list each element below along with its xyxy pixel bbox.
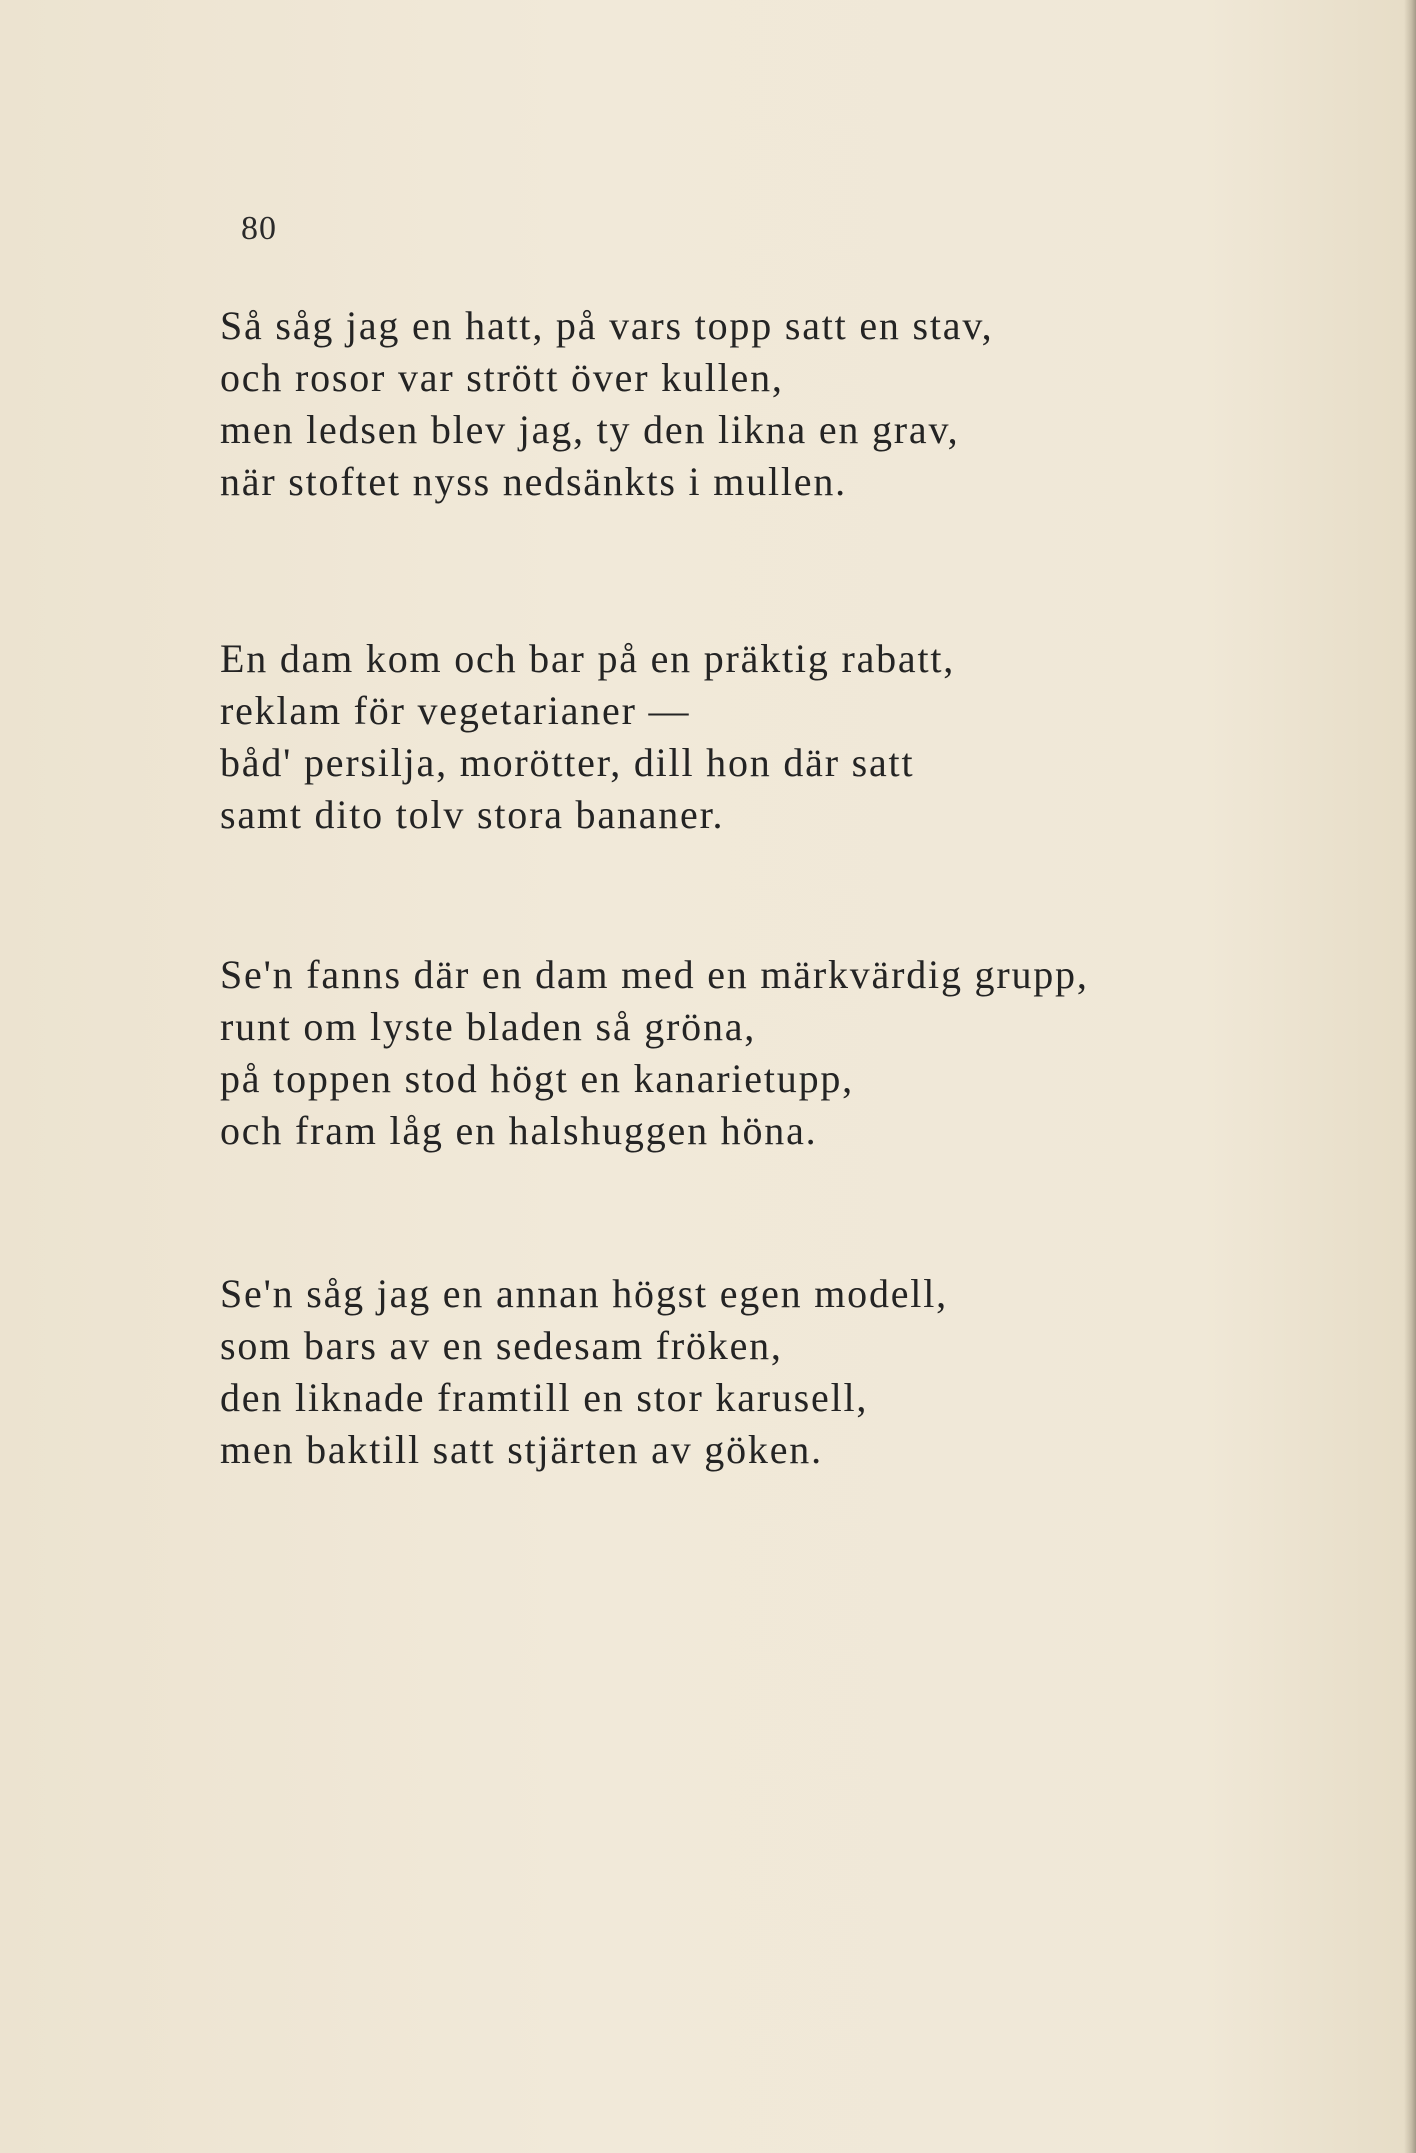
poem-line: Se'n fanns där en dam med en märkvärdig grupp,: [220, 952, 1089, 997]
poem-line: som bars av en sedesam fröken,: [220, 1323, 783, 1368]
poem-line: och rosor var strött över kullen,: [220, 355, 784, 400]
poem-stanza-1: [220, 300, 993, 508]
poem-line: reklam för vegetarianer —: [220, 688, 691, 733]
poem-line: men baktill satt stjärten av göken.: [220, 1427, 823, 1472]
poem-line: den liknade framtill en stor karusell,: [220, 1375, 869, 1420]
page-number: 80: [241, 210, 277, 247]
poem-line: samt dito tolv stora bananer.: [220, 792, 725, 837]
page-edge-shadow: [1404, 0, 1416, 2153]
poem-line: runt om lyste bladen så gröna,: [220, 1004, 757, 1049]
poem-stanza-4: [220, 1268, 948, 1476]
poem-line: och fram låg en halshuggen höna.: [220, 1108, 818, 1153]
poem-line: båd' persilja, morötter, dill hon där satt: [220, 740, 915, 785]
poem-line: Se'n såg jag en annan högst egen modell,: [220, 1271, 948, 1316]
poem-line: En dam kom och bar på en präktig rabatt,: [220, 636, 956, 681]
poem-line: men ledsen blev jag, ty den likna en grav,: [220, 407, 960, 452]
poem-line: Så såg jag en hatt, på vars topp satt en stav,: [220, 303, 994, 348]
poem-line: när stoftet nyss nedsänkts i mullen.: [220, 459, 847, 504]
poem-line: på toppen stod högt en kanarietupp,: [220, 1056, 854, 1101]
poem-stanza-3: [220, 949, 1089, 1157]
poem-stanza-2: [220, 633, 955, 841]
